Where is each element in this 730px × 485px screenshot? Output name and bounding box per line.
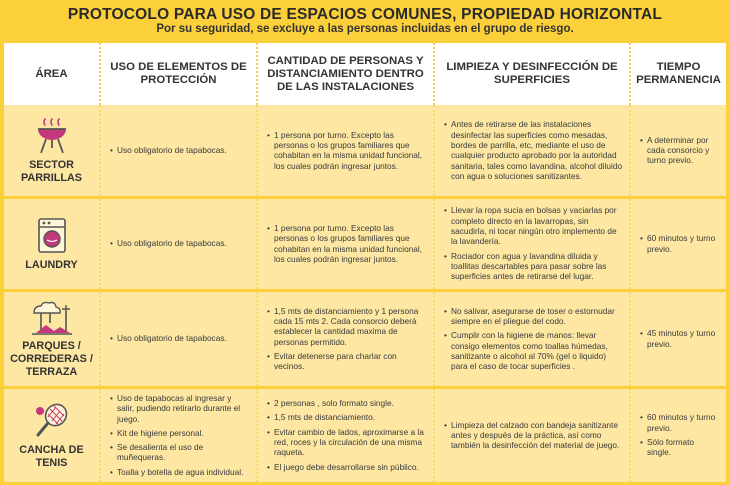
- limpieza-cell: [434, 387, 630, 483]
- tiempo-cell: [630, 387, 726, 483]
- proteccion-cell: [100, 290, 257, 387]
- list-item: • Llevar la ropa sucia en bolsas y vaciarlas por completo directo en la lavarropas, sin sacudirla, ni tocar ningún otro implemento de la lavandería.: [444, 205, 623, 246]
- list-item: • Toalla y botella de agua individual.: [110, 467, 250, 477]
- personas-cell: [257, 387, 434, 483]
- list-item: • Uso obligatorio de tapabocas.: [110, 333, 250, 343]
- list-item: • Sólo formato single.: [640, 437, 720, 458]
- area-cell: [4, 290, 100, 387]
- list-item: • 45 minutos y turno previo.: [640, 328, 720, 349]
- column-header-limpieza: LIMPIEZA Y DESINFECCIÓN DE SUPERFICIES: [434, 43, 630, 105]
- table-row: [4, 197, 726, 290]
- table-header-row: [4, 43, 726, 105]
- personas-cell: [257, 105, 434, 197]
- list-item: • Evitar cambio de lados, aproximarse a la red, roces y la circulación de una misma raqueta.: [267, 427, 427, 458]
- list-item: • El juego debe desarrollarse sin público.: [267, 462, 427, 472]
- list-item: • Cumplir con la higiene de manos: llevar consigo elementos como toallas húmedas, sanitizante o alcohol al 70% (gel o liquido) para el caso de tocar superficies .: [444, 330, 623, 371]
- limpieza-cell: [434, 197, 630, 290]
- list-item: • 1,5 mts de distanciamiento.: [267, 412, 427, 422]
- personas-cell: [257, 290, 434, 387]
- list-item: • No salivar, asegurarse de toser o estornudar siempre en el pliegue del codo.: [444, 306, 623, 327]
- list-item: • Uso obligatorio de tapabocas.: [110, 238, 250, 248]
- personas-cell: [257, 197, 434, 290]
- page-title: PROTOCOLO PARA USO DE ESPACIOS COMUNES, PROPIEDAD HORIZONTAL: [67, 6, 663, 23]
- column-header-personas: CANTIDAD DE PERSONAS Y DISTANCIAMIENTO DENTRO DE LAS INSTALACIONES: [257, 43, 434, 105]
- tiempo-cell: [630, 105, 726, 197]
- column-header-proteccion: USO DE ELEMENTOS DE PROTECCIÓN: [100, 43, 257, 105]
- park-icon: [30, 299, 74, 337]
- list-item: • 1 persona por turno. Excepto las personas o los grupos familiares que cohabitan en la misma unidad funcional, los cuales podrán ingresar juntos.: [267, 130, 427, 171]
- list-item: • 1,5 mts de distanciamiento y 1 persona cada 15 mts 2. Cada consorcio deberá establecer la cantidad maxima de personas permitido.: [267, 306, 427, 347]
- list-item: • Uso de tapabocas al ingresar y salir, pudiendo retirarlo durante el juego.: [110, 393, 250, 424]
- list-item: • A determinar por cada consorcio y turno previo.: [640, 135, 720, 166]
- grill-icon: [32, 116, 72, 156]
- tiempo-cell: [630, 197, 726, 290]
- table-row: [4, 290, 726, 387]
- limpieza-cell: [434, 290, 630, 387]
- area-cell: [4, 105, 100, 197]
- list-item: • Uso obligatorio de tapabocas.: [110, 145, 250, 155]
- tennis-racket-icon: [32, 401, 72, 441]
- table-row: [4, 387, 726, 483]
- protocol-table: [4, 43, 726, 485]
- area-cell: [4, 387, 100, 483]
- proteccion-cell: [100, 387, 257, 483]
- list-item: • Limpieza del calzado con bandeja sanitizante antes y después de la práctica, así como también la desinfección del material de juego.: [444, 420, 623, 451]
- proteccion-cell: [100, 105, 257, 197]
- list-item: • 2 personas , solo formato single.: [267, 398, 427, 408]
- proteccion-cell: [100, 197, 257, 290]
- page-subtitle: Por su seguridad, se excluye a las personas incluidas en el grupo de riesgo.: [156, 23, 574, 35]
- list-item: • Evitar detenerse para charlar con vecinos.: [267, 351, 427, 372]
- column-header-tiempo: TIEMPO PERMANENCIA: [630, 43, 726, 105]
- area-name: LAUNDRY: [25, 258, 78, 271]
- list-item: • 60 minutos y turno previo.: [640, 412, 720, 433]
- tiempo-cell: [630, 290, 726, 387]
- area-name: PARQUES / CORREDERAS / TERRAZA: [10, 339, 93, 378]
- list-item: • Antes de retirarse de las instalaciones desinfectar las superficies como mesadas, bordes de parrilla, etc, mediante el uso de cualquier producto aprobado por la autoridad sanitaria, tales como lavandina, alcohol diluido con agua o soluciones sanitizantes.: [444, 119, 623, 181]
- area-cell: [4, 197, 100, 290]
- area-name: SECTOR PARRILLAS: [21, 158, 82, 184]
- washing-machine-icon: [34, 216, 70, 256]
- table-row: [4, 105, 726, 197]
- list-item: • Se desalienta el uso de muñequeras.: [110, 442, 250, 463]
- column-header-area: ÁREA: [4, 43, 100, 105]
- list-item: • Kit de higiene personal.: [110, 428, 250, 438]
- area-name: CANCHA DE TENIS: [19, 443, 84, 469]
- list-item: • 1 persona por turno. Excepto las personas o los grupos familiares que cohabitan en la misma unidad funcional, los cuales podrán ingresar juntos.: [267, 223, 427, 264]
- list-item: • Rociador con agua y lavandina diluida y toallitas descartables para pasar sobre las superficies antes de retirarse del lugar.: [444, 251, 623, 282]
- list-item: • 60 minutos y turno previo.: [640, 233, 720, 254]
- limpieza-cell: [434, 105, 630, 197]
